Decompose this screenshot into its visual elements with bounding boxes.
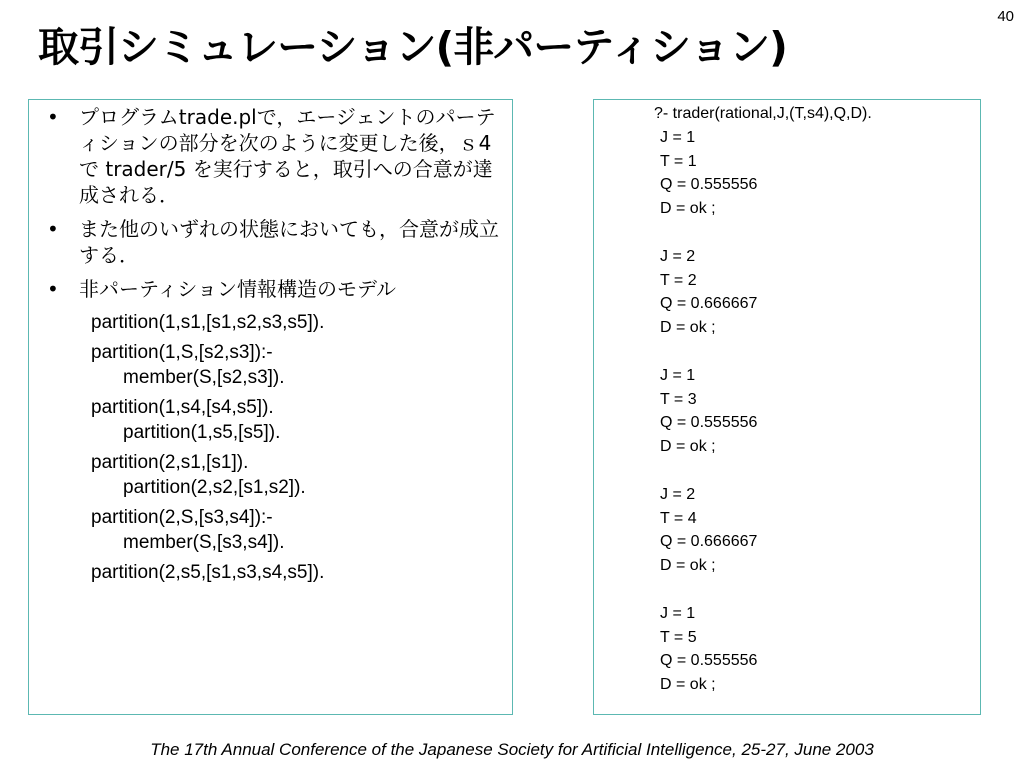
result-q: Q = 0.555556 xyxy=(660,414,758,432)
result-q: Q = 0.666667 xyxy=(660,533,758,551)
result-t: T = 2 xyxy=(660,271,697,289)
code-line: partition(1,s1,[s1,s2,s3,s5]). xyxy=(91,312,325,333)
bullet-list xyxy=(37,104,504,302)
code-clause xyxy=(91,395,504,445)
result-j: J = 1 xyxy=(660,128,696,146)
page-number: 40 xyxy=(997,8,1014,25)
query-output xyxy=(594,100,980,697)
result-spacer xyxy=(594,578,980,602)
bullet-text: プログラムtrade.plで，エージェントのパーティションの部分を次のように変更した後，ｓ4で trader/5 を実行すると，取引への合意が達成される． xyxy=(79,105,496,207)
bullet-text: 非パーティション情報構造のモデル xyxy=(79,277,396,301)
result-spacer xyxy=(594,459,980,483)
bullet-item xyxy=(37,276,504,302)
result-spacer xyxy=(594,340,980,364)
result-t: T = 3 xyxy=(660,390,697,408)
code-line: partition(2,s1,[s1]). xyxy=(91,452,249,473)
footer-citation: The 17th Annual Conference of the Japanese Society for Artificial Intelligence, 25-27, June 2003 xyxy=(150,740,874,759)
result-t: T = 4 xyxy=(660,509,697,527)
result-spacer xyxy=(594,221,980,245)
code-clause xyxy=(91,310,504,335)
result-d: D = ok ; xyxy=(660,438,716,456)
result-j: J = 2 xyxy=(660,247,696,265)
code-line: partition(1,S,[s2,s3]):- xyxy=(91,342,273,363)
slide-title: 取引シミュレーション(非パーティション) xyxy=(38,23,787,71)
code-line-continued: member(S,[s2,s3]). xyxy=(123,367,285,388)
result-j: J = 1 xyxy=(660,604,696,622)
code-line: partition(2,s5,[s1,s3,s4,s5]). xyxy=(91,562,325,583)
bullet-text: また他のいずれの状態においても，合意が成立する． xyxy=(79,217,499,267)
code-line-continued: member(S,[s3,s4]). xyxy=(123,532,285,553)
result-d: D = ok ; xyxy=(660,676,716,694)
result-d: D = ok ; xyxy=(660,557,716,575)
code-line: partition(2,S,[s3,s4]):- xyxy=(91,507,273,528)
explanation-panel xyxy=(28,99,513,715)
result-q: Q = 0.555556 xyxy=(660,176,758,194)
code-line: partition(1,s4,[s4,s5]). xyxy=(91,397,274,418)
result-t: T = 1 xyxy=(660,152,697,170)
bullet-dot-icon: • xyxy=(47,105,59,129)
bullet-item xyxy=(37,216,504,268)
code-line-continued: partition(2,s2,[s1,s2]). xyxy=(123,477,306,498)
bullet-dot-icon: • xyxy=(47,277,59,301)
bullet-dot-icon: • xyxy=(47,217,59,241)
result-j: J = 1 xyxy=(660,366,696,384)
code-clause xyxy=(91,340,504,390)
bullet-item xyxy=(37,104,504,208)
result-j: J = 2 xyxy=(660,485,696,503)
result-d: D = ok ; xyxy=(660,200,716,218)
query-results-panel xyxy=(593,99,981,715)
result-t: T = 5 xyxy=(660,628,697,646)
result-d: D = ok ; xyxy=(660,319,716,337)
query-line: ?- trader(rational,J,(T,s4),Q,D). xyxy=(654,105,872,122)
result-q: Q = 0.666667 xyxy=(660,295,758,313)
code-line-continued: partition(1,s5,[s5]). xyxy=(123,422,281,443)
partition-code xyxy=(37,310,504,585)
code-clause xyxy=(91,450,504,500)
code-clause xyxy=(91,560,504,585)
result-q: Q = 0.555556 xyxy=(660,652,758,670)
code-clause xyxy=(91,505,504,555)
